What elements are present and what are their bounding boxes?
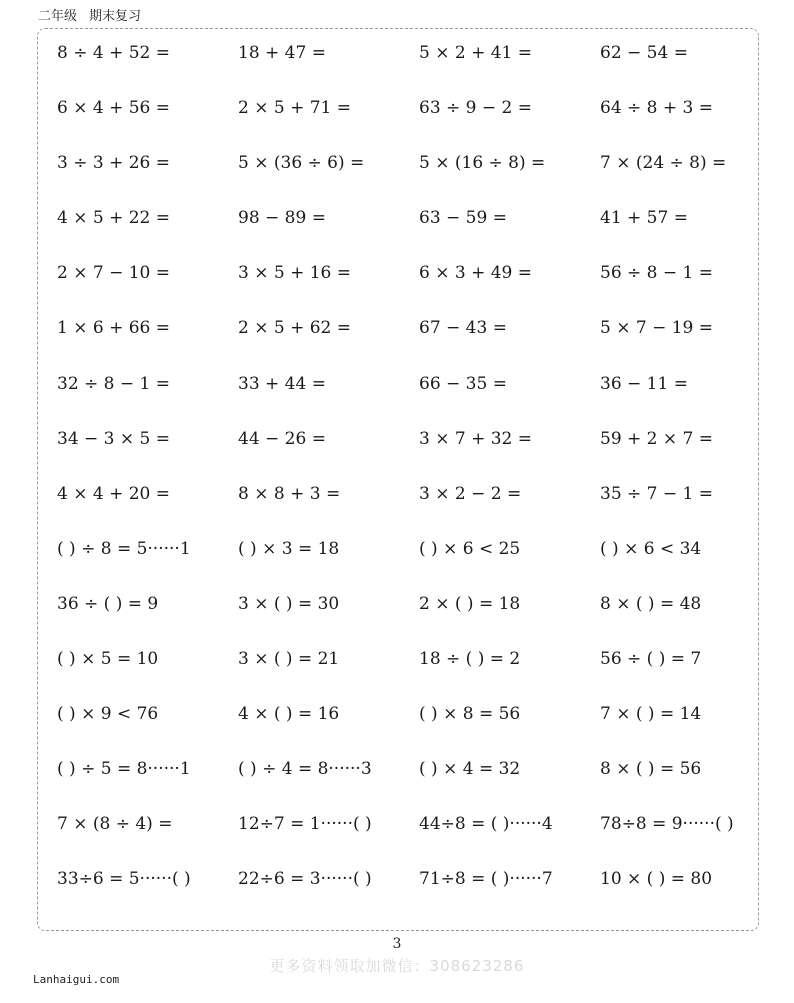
math-problem: 2 × 5 + 71 = <box>238 98 352 119</box>
page-header <box>38 5 141 24</box>
math-problem: 35 ÷ 7 − 1 = <box>600 483 714 504</box>
math-problem: ( ) ÷ 4 = 8······3 <box>238 759 372 780</box>
math-problem: 4 × ( ) = 16 <box>238 704 340 725</box>
math-problem: 3 × 7 + 32 = <box>419 428 533 449</box>
math-problem: ( ) × 6 < 25 <box>419 538 521 559</box>
math-problem: 4 × 5 + 22 = <box>57 208 171 229</box>
math-problem: 33÷6 = 5······( ) <box>57 869 191 890</box>
math-problem: 4 × 4 + 20 = <box>57 483 171 504</box>
math-problem: 71÷8 = ( )······7 <box>419 869 553 890</box>
math-problem: ( ) ÷ 8 = 5······1 <box>57 538 191 559</box>
math-problem: 7 × (8 ÷ 4) = <box>57 814 173 835</box>
math-problem: 5 × (16 ÷ 8) = <box>419 153 546 174</box>
math-problem: 3 × 2 − 2 = <box>419 483 522 504</box>
math-problem: ( ) × 9 < 76 <box>57 704 159 725</box>
grade-label: 二年级 <box>38 9 78 24</box>
math-problem: 66 − 35 = <box>419 373 507 394</box>
math-problem: ( ) × 3 = 18 <box>238 538 340 559</box>
math-problem: 7 × ( ) = 14 <box>600 704 702 725</box>
math-problem: 36 ÷ ( ) = 9 <box>57 593 159 614</box>
math-problem: 5 × (36 ÷ 6) = <box>238 153 365 174</box>
math-problem: 12÷7 = 1······( ) <box>238 814 372 835</box>
math-problem: 6 × 3 + 49 = <box>419 263 533 284</box>
math-problem: 63 ÷ 9 − 2 = <box>419 98 533 119</box>
math-problem: 8 ÷ 4 + 52 = <box>57 43 171 63</box>
math-problem: 18 ÷ ( ) = 2 <box>419 649 521 670</box>
math-problem: 3 × ( ) = 21 <box>238 649 340 670</box>
math-problem: 5 × 7 − 19 = <box>600 318 714 339</box>
math-problem: 98 − 89 = <box>238 208 326 229</box>
math-problem: 8 × 8 + 3 = <box>238 483 341 504</box>
math-problem: 3 ÷ 3 + 26 = <box>57 153 171 174</box>
math-problem: 78÷8 = 9······( ) <box>600 814 734 835</box>
math-problem: 1 × 6 + 66 = <box>57 318 171 339</box>
math-problem: 3 × ( ) = 30 <box>238 593 340 614</box>
math-problem: ( ) × 4 = 32 <box>419 759 521 780</box>
problem-grid <box>57 42 770 924</box>
math-problem: 3 × 5 + 16 = <box>238 263 352 284</box>
math-problem: 22÷6 = 3······( ) <box>238 869 372 890</box>
math-problem: 44÷8 = ( )······4 <box>419 814 553 835</box>
math-problem: 32 ÷ 8 − 1 = <box>57 373 171 394</box>
math-problem: 56 ÷ 8 − 1 = <box>600 263 714 284</box>
math-problem: 33 + 44 = <box>238 373 326 394</box>
math-problem: 10 × ( ) = 80 <box>600 869 713 890</box>
math-problem: 64 ÷ 8 + 3 = <box>600 98 714 119</box>
math-problem: 67 − 43 = <box>419 318 507 339</box>
math-problem: 8 × ( ) = 56 <box>600 759 702 780</box>
math-problem: 59 + 2 × 7 = <box>600 428 714 449</box>
math-problem: 2 × 5 + 62 = <box>238 318 352 339</box>
math-problem: ( ) ÷ 5 = 8······1 <box>57 759 191 780</box>
math-problem: 2 × 7 − 10 = <box>57 263 171 284</box>
math-problem: 41 + 57 = <box>600 208 688 229</box>
math-problem: 56 ÷ ( ) = 7 <box>600 649 702 670</box>
math-problem: 63 − 59 = <box>419 208 507 229</box>
math-problem: ( ) × 6 < 34 <box>600 538 702 559</box>
math-problem: 8 × ( ) = 48 <box>600 593 702 614</box>
math-problem: 7 × (24 ÷ 8) = <box>600 153 727 174</box>
watermark-text: 更多资料领取加微信：308623286 <box>269 957 525 975</box>
math-problem: 44 − 26 = <box>238 428 326 449</box>
math-problem: ( ) × 5 = 10 <box>57 649 159 670</box>
math-problem: 5 × 2 + 41 = <box>419 43 533 63</box>
math-problem: 36 − 11 = <box>600 373 688 394</box>
math-problem: ( ) × 8 = 56 <box>419 704 521 725</box>
math-problem: 2 × ( ) = 18 <box>419 593 521 614</box>
math-problem: 18 + 47 = <box>238 43 326 63</box>
math-problem: 34 − 3 × 5 = <box>57 428 171 449</box>
math-problem: 62 − 54 = <box>600 43 688 63</box>
site-url: Lanhaigui.com <box>33 973 120 986</box>
header-title: 期末复习 <box>89 9 142 24</box>
math-problem: 6 × 4 + 56 = <box>57 98 171 119</box>
page-number: 3 <box>392 936 402 952</box>
